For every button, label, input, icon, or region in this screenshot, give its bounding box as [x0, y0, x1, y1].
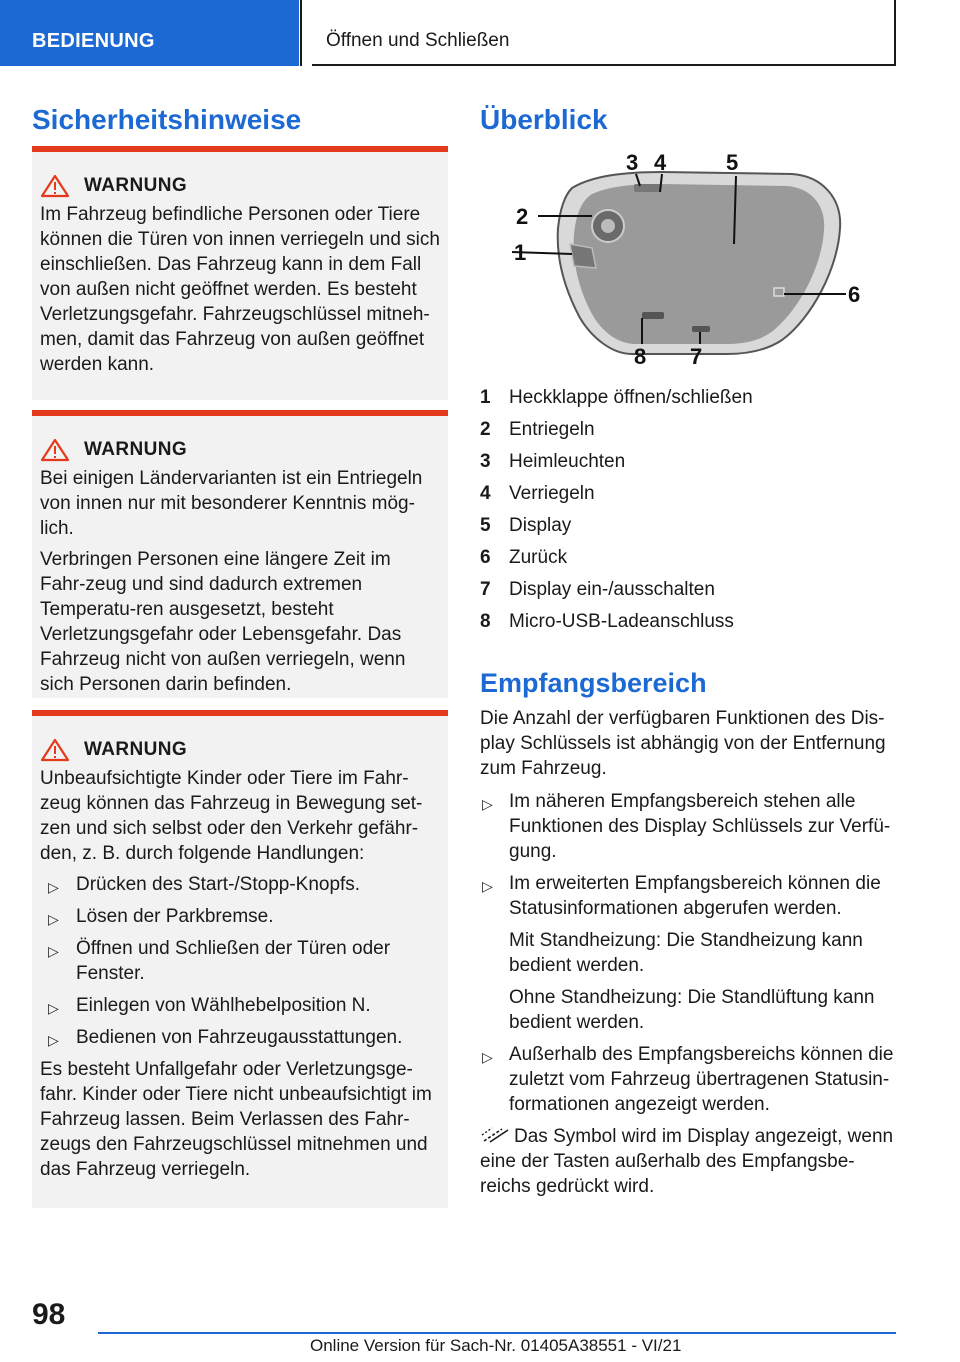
bullet-triangle-icon: ▷ [48, 879, 59, 895]
out-of-range-icon [480, 1126, 510, 1144]
header-chapter-label: Öffnen und Schließen [326, 30, 510, 51]
legend-text: Entriegeln [509, 419, 595, 440]
warning-text: Bei einigen Ländervarianten ist ein Entriegeln von innen nur mit besonderer Kenntnis mög-lich. [40, 468, 423, 539]
warning-triangle-icon [40, 438, 70, 462]
warning-text: Es besteht Unfallgefahr oder Verletzungsge-fahr. Kinder oder Tiere nicht unbeaufsichtigt im Fahrzeug lassen. Beim Verlassen des Fahr-zeugs den Fahrzeugschlüssel mitnehmen und das Fahrzeug verriegeln. [40, 1059, 432, 1180]
callout-1: 1 [514, 240, 527, 265]
legend-text: Heckklappe öffnen/schließen [509, 387, 753, 408]
legend-number: 5 [480, 515, 491, 536]
header-section-label: BEDIENUNG [32, 30, 155, 52]
legend-text: Display ein-/ausschalten [509, 579, 715, 600]
warning-box-2 [32, 410, 448, 698]
bullet-triangle-icon: ▷ [482, 878, 493, 894]
list-item [40, 993, 440, 1018]
range-section [480, 706, 900, 1199]
list-item-text: Drücken des Start-/Stopp-Knopfs. [76, 874, 361, 895]
warning-label: WARNUNG [84, 175, 188, 196]
warning-triangle-icon [40, 738, 70, 762]
warning-text: Verbringen Personen eine längere Zeit im Fahr-zeug und sind dadurch extremen Temperatu-ren ausgesetzt, besteht Verletzungsgefahr oder Lebensgefahr. Das Fahrzeug nicht von außen verriegeln, wenn sich Personen darin befinden. [40, 549, 406, 695]
warning-label: WARNUNG [84, 439, 188, 460]
list-item [40, 936, 440, 986]
callout-5: 5 [726, 150, 739, 175]
warning-box-3 [32, 710, 448, 1208]
legend-row [480, 574, 900, 606]
warning-text: Unbeaufsichtigte Kinder oder Tiere im Fahr-zeug können das Fahrzeug in Bewegung set-zen und sich selbst oder den Verkehr gefähr-den, z. B. durch folgende Handlungen: [40, 768, 423, 864]
legend-number: 6 [480, 547, 491, 568]
bullet-triangle-icon: ▷ [48, 1000, 59, 1016]
legend-row [480, 542, 900, 574]
display-key-illustration [512, 148, 872, 370]
callout-7: 7 [690, 344, 703, 369]
legend-number: 2 [480, 419, 491, 440]
callout-6: 6 [848, 282, 861, 307]
list-item-subtext: Mit Standheizung: Die Standheizung kann bedient werden. [509, 930, 863, 976]
page-number: 98 [32, 1298, 66, 1331]
legend-text: Verriegeln [509, 483, 595, 504]
warning-triangle-icon [40, 174, 70, 198]
list-item [40, 904, 440, 929]
list-item [40, 872, 440, 897]
list-item-text: Lösen der Parkbremse. [76, 906, 274, 927]
legend-text: Heimleuchten [509, 451, 626, 472]
section-title-overview: Überblick [480, 104, 608, 135]
symbol-note [480, 1124, 900, 1199]
legend-text: Display [509, 515, 572, 536]
legend-row [480, 478, 900, 510]
section-title-safety: Sicherheitshinweise [32, 104, 302, 135]
legend-row [480, 446, 900, 478]
bullet-triangle-icon: ▷ [48, 1032, 59, 1048]
section-title-range: Empfangsbereich [480, 668, 707, 698]
range-intro: Die Anzahl der verfügbaren Funktionen des Dis-play Schlüssels ist abhängig von der Entfernung zum Fahrzeug. [480, 708, 886, 779]
list-item-subtext: Ohne Standheizung: Die Standlüftung kann bedient werden. [509, 987, 875, 1033]
header-section-tab [0, 0, 299, 66]
list-item-text: Öffnen und Schließen der Türen oder Fenster. [76, 938, 391, 984]
bullet-triangle-icon: ▷ [482, 796, 493, 812]
bullet-triangle-icon: ▷ [48, 943, 59, 959]
legend-text: Micro-USB-Ladeanschluss [509, 611, 734, 632]
list-item [480, 1042, 900, 1117]
bullet-triangle-icon: ▷ [482, 1049, 493, 1065]
legend-number: 7 [480, 579, 491, 600]
list-item [480, 871, 900, 1035]
list-item-text: Einlegen von Wählhebelposition N. [76, 995, 371, 1016]
legend-row [480, 510, 900, 542]
bullet-triangle-icon: ▷ [48, 911, 59, 927]
list-item-text: Bedienen von Fahrzeugausstattungen. [76, 1027, 403, 1048]
footer-version: Online Version für Sach-Nr. 01405A38551 - VI/21 [310, 1336, 682, 1355]
callout-8: 8 [634, 344, 647, 369]
warning-list [40, 872, 440, 1050]
callout-2: 2 [516, 204, 529, 229]
list-item [40, 1025, 440, 1050]
warning-box-1 [32, 146, 448, 400]
range-list [480, 789, 900, 1117]
list-item-text: Außerhalb des Empfangsbereichs können die zuletzt vom Fahrzeug übertragenen Statusin-formationen angezeigt werden. [509, 1044, 894, 1115]
callout-4: 4 [654, 150, 667, 175]
legend-list [480, 382, 900, 638]
list-item [480, 789, 900, 864]
legend-row [480, 414, 900, 446]
legend-number: 8 [480, 611, 491, 632]
warning-label: WARNUNG [84, 739, 188, 760]
callout-3: 3 [626, 150, 639, 175]
list-item-text: Im erweiterten Empfangsbereich können die Statusinformationen abgerufen werden. [509, 873, 881, 919]
legend-row [480, 606, 900, 638]
legend-number: 4 [480, 483, 491, 504]
warning-text: Im Fahrzeug befindliche Personen oder Tiere können die Türen von innen verriegeln und sich einschließen. Das Fahrzeug kann in dem Fall von außen nicht geöffnet werden. Es besteht Verletzungsgefahr. Fahrzeugschlüssel mitneh-men, damit das Fahrzeug von außen geöffnet werden kann. [40, 204, 440, 375]
legend-number: 1 [480, 387, 491, 408]
legend-row [480, 382, 900, 414]
symbol-note-text: Das Symbol wird im Display angezeigt, wenn eine der Tasten außerhalb des Empfangsbe-reichs gedrückt wird. [480, 1126, 894, 1197]
header-chapter-box [312, 0, 896, 66]
legend-text: Zurück [509, 547, 568, 568]
legend-number: 3 [480, 451, 491, 472]
footer-divider [98, 1332, 896, 1334]
list-item-text: Im näheren Empfangsbereich stehen alle Funktionen des Display Schlüssels zur Verfü-gung. [509, 791, 891, 862]
